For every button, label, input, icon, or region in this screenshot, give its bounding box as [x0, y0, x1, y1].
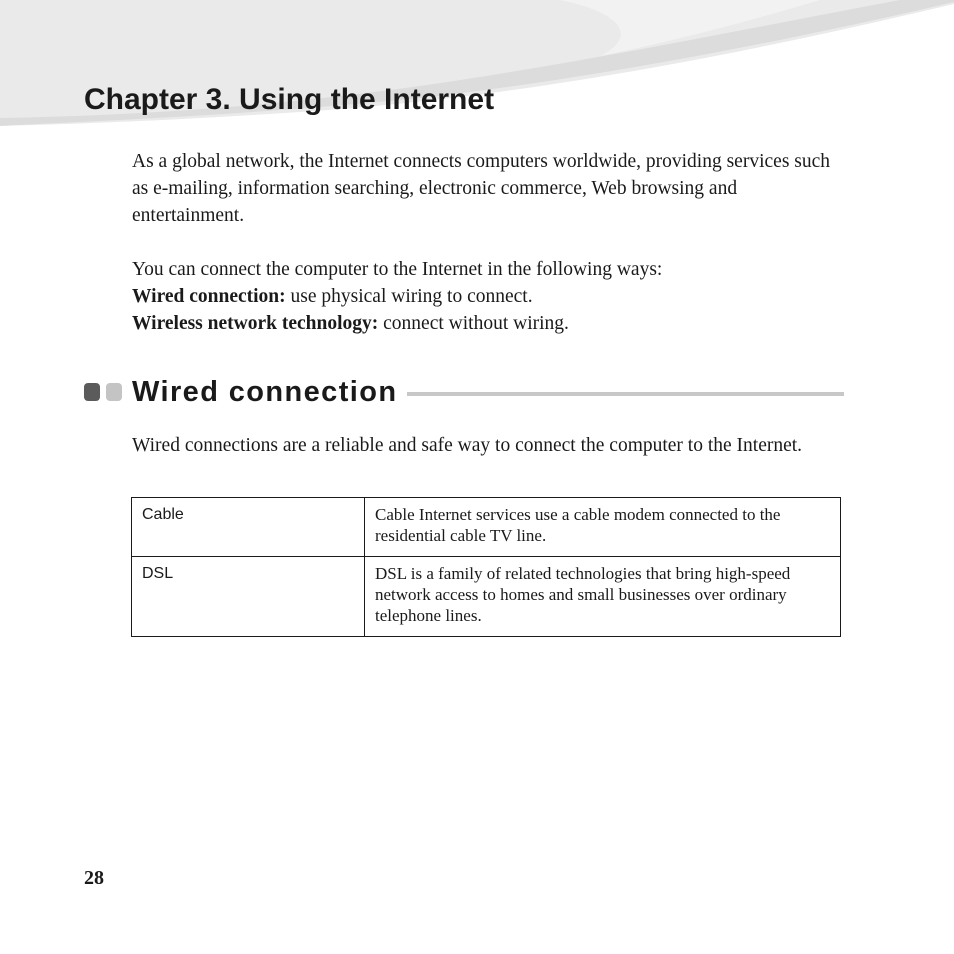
wired-paragraph: Wired connections are a reliable and safe way to connect the computer to the Internet.: [132, 435, 803, 456]
connection-type: DSL: [132, 557, 365, 637]
table-row: [132, 498, 841, 557]
way-item-wired: [132, 283, 832, 310]
section-bullet-icon: [84, 383, 100, 401]
section-heading: [84, 372, 844, 412]
section-divider: [407, 392, 844, 396]
way-item-wireless: [132, 310, 832, 337]
connection-types-table: [131, 497, 841, 637]
way-term: Wired connection:: [132, 286, 286, 307]
intro-paragraph: As a global network, the Internet connects computers worldwide, providing services such as e-mailing, information searching, electronic commerce, Web browsing and entertainment.: [132, 151, 831, 226]
table-row: [132, 557, 841, 637]
connection-ways: [132, 256, 832, 337]
ways-lead: You can connect the computer to the Internet in the following ways:: [132, 259, 663, 280]
chapter-title: Chapter 3. Using the Internet: [84, 83, 495, 116]
section-title: Wired connection: [132, 375, 398, 408]
section-bullet-icon: [106, 383, 122, 401]
connection-description: Cable Internet services use a cable modem connected to the residential cable TV line.: [365, 498, 841, 557]
way-text: use physical wiring to connect.: [285, 286, 533, 307]
connection-description: DSL is a family of related technologies that bring high-speed network access to homes and small businesses over ordinary telephone lines.: [365, 557, 841, 637]
connection-type: Cable: [132, 498, 365, 557]
page-number: 28: [84, 867, 104, 889]
way-text: connect without wiring.: [378, 313, 569, 334]
way-term: Wireless network technology:: [132, 313, 379, 334]
